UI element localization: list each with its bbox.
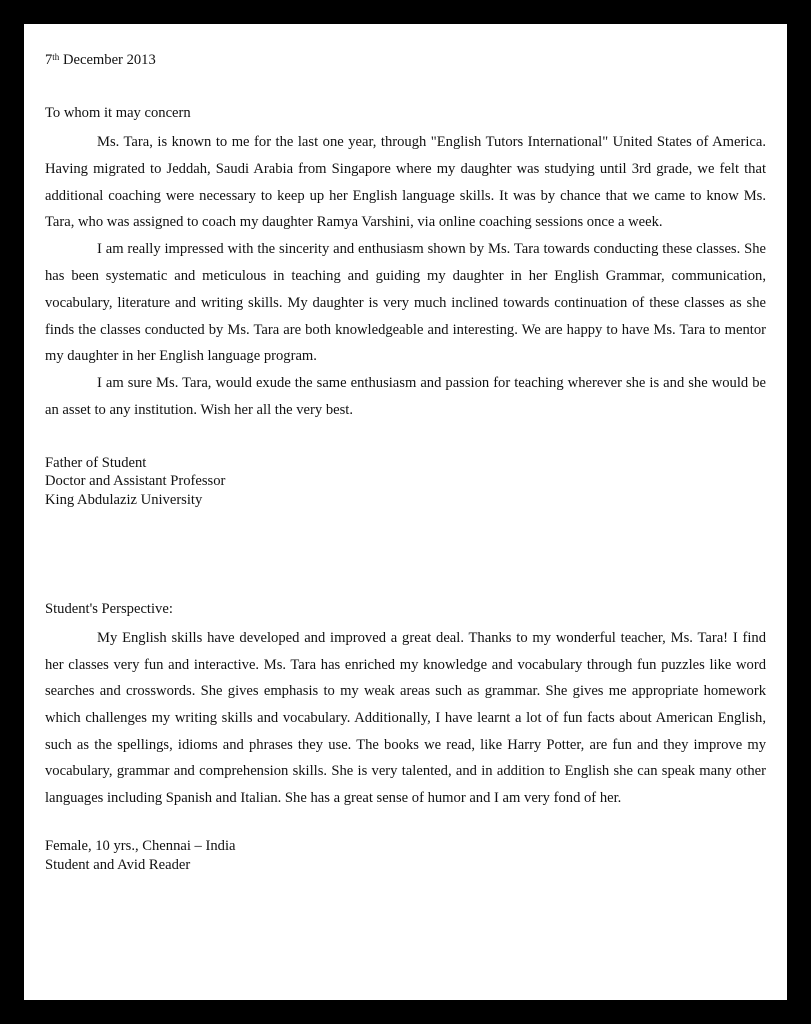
- letter-salutation: To whom it may concern: [45, 105, 191, 121]
- letter-paragraph: I am really impressed with the sincerity and enthusiasm shown by Ms. Tara towards conducting these classes. She has been systematic and meticulous in teaching and guiding my daughter in her English Grammar, communication, vocabulary, literature and writing skills. My daughter is very much inclined towards continuation of these classes as she finds the classes conducted by Ms. Tara are both knowledgeable and interesting. We are happy to have Ms. Tara to mentor my daughter in her English language program.: [45, 241, 766, 365]
- signature-line: Female, 10 yrs., Chennai – India: [45, 838, 236, 855]
- student-perspective-heading: Student's Perspective:: [45, 601, 173, 618]
- signature-line: King Abdulaziz University: [45, 491, 203, 508]
- student-perspective-body: [45, 625, 766, 811]
- date-day: 7: [45, 52, 53, 68]
- letter-paragraph: Ms. Tara, is known to me for the last one year, through "English Tutors International" United States of America. Having migrated to Jeddah, Saudi Arabia from Singapore where my daughter was studying until 3rd grade, we felt that additional coaching were necessary to keep up her English language skills. It was by chance that we came to know Ms. Tara, who was assigned to coach my daughter Ramya Varshini, via online coaching sessions once a week.: [45, 134, 766, 231]
- student-signature: [45, 837, 766, 874]
- date-suffix: th: [52, 52, 60, 62]
- signature-line: Doctor and Assistant Professor: [45, 473, 226, 490]
- signature-line: Father of Student: [45, 454, 147, 471]
- letter-signature: [45, 454, 766, 510]
- date-month-year: December 2013: [59, 52, 156, 68]
- letter-paragraph: I am sure Ms. Tara, would exude the same enthusiasm and passion for teaching wherever she is and she would be an asset to any institution. Wish her all the very best.: [45, 375, 766, 418]
- student-perspective-paragraph: My English skills have developed and improved a great deal. Thanks to my wonderful teacher, Ms. Tara! I find her classes very fun and interactive. Ms. Tara has enriched my knowledge and vocabulary through fun puzzles like word searches and crosswords. She gives emphasis to my weak areas such as grammar. She gives me appropriate homework which challenges my writing skills and vocabulary. Additionally, I have learnt a lot of fun facts about American English, such as the spellings, idioms and phrases they use. The books we read, like Harry Potter, are fun and they improve my vocabulary, grammar and comprehension skills. She is very talented, and in addition to English she can speak many other languages including Spanish and Italian. She has a great sense of humor and I am very fond of her.: [45, 630, 766, 806]
- document-page: [24, 24, 787, 1000]
- letter-date: [45, 50, 766, 70]
- letter-body: [45, 129, 766, 424]
- signature-line: Student and Avid Reader: [45, 856, 191, 873]
